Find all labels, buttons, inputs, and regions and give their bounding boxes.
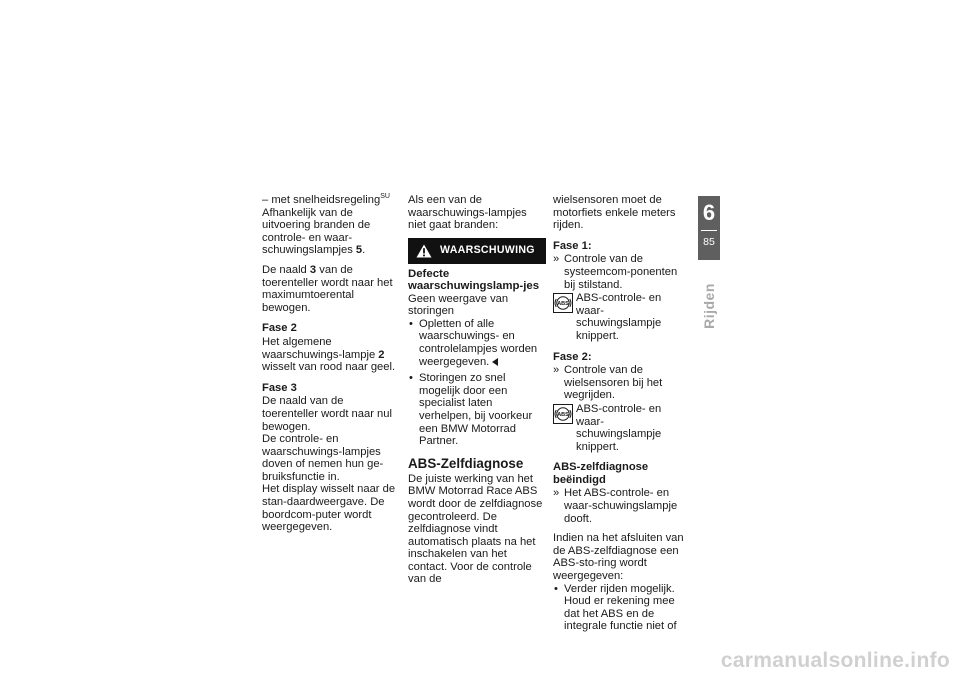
warning-box: [408, 238, 546, 264]
bullet1-text: Opletten of alle waarschuwings- en controlelampjes worden weergegeven.: [419, 317, 538, 368]
watermark: carmanualsonline.info: [720, 649, 950, 672]
bullet-item: • Verder rijden mogelijk. Houd er rekening mee dat het ABS en de integrale functie niet of: [553, 583, 687, 633]
phase2-b: wisselt van rood naar geel.: [262, 361, 396, 374]
fase1-heading: Fase 1:: [553, 239, 592, 252]
chapter-number: 6: [702, 200, 716, 225]
p2-a: De naald: [262, 263, 307, 276]
column-1: [262, 194, 400, 534]
fase2-indicator-row: [553, 403, 687, 453]
chapter-tab: [698, 196, 720, 260]
fase1-indicator-row: [553, 292, 687, 342]
continuation-text: wielsensoren moet de motorfiets enkele meters rijden.: [553, 194, 676, 232]
p1-end: .: [362, 244, 366, 257]
column-3: [553, 194, 687, 633]
phase2-heading: Fase 2: [262, 322, 297, 335]
speed-limiter-sup: SU: [380, 193, 390, 200]
fase2-indicator-text: ABS-controle- en waar-schuwingslampje knippert.: [576, 402, 662, 453]
abs-section-heading: ABS-Zelfdiagnose: [408, 455, 524, 471]
end-mark-icon: [492, 358, 498, 366]
phase2-ref: 2: [378, 348, 385, 361]
defect-subtext: Geen weergave van storingen: [408, 292, 509, 318]
fase1-indicator-text: ABS-controle- en waar-schuwingslampje knippert.: [576, 292, 662, 342]
abs-icon: [553, 404, 573, 424]
abs-icon: [553, 293, 573, 313]
intro-text: Als een van de waarschuwings-lampjes niet gaat branden:: [408, 194, 527, 232]
p1-ref: 5: [355, 244, 363, 257]
bullet-item: • Storingen zo snel mogelijk door een specialist laten verhelpen, bij voorkeur een BMW Motorrad Partner.: [408, 372, 546, 448]
page-number: 85: [703, 236, 715, 248]
speed-limiter-line: – met snelheidsregeling$^{SU}$: [262, 193, 390, 206]
phase2-text: [262, 336, 400, 374]
column-2: [408, 194, 546, 586]
svg-text:ABS: ABS: [557, 301, 569, 308]
speed-limiter-text: met snelheidsregeling: [271, 194, 381, 206]
diagnosis-done-heading: ABS-zelfdiagnose beëindigd: [553, 461, 649, 486]
warning-label: WAARSCHUWING: [440, 244, 535, 257]
abs-paragraph: De juiste werking van het BMW Motorrad Race ABS wordt door de zelfdiagnose gecontroleerd. De zelfdiagnose vindt automatisch plaats na het inschakelen van het contact. Voor de controle van de: [408, 472, 543, 586]
phase3-line2: De controle- en waarschuwings-lampjes doven of nemen hun ge-bruiksfunctie in.: [262, 433, 384, 483]
bullet-item: [408, 318, 546, 368]
chapter-title-text: Rijden: [701, 283, 717, 329]
phase3-line1: De naald van de toerenteller wordt naar nul bewogen.: [262, 395, 392, 433]
after-diagnosis-text: Indien na het afsluiten van de ABS-zelfdiagnose een ABS-sto-ring wordt weergegeven:: [553, 532, 684, 583]
phase3-heading: Fase 3: [262, 381, 297, 394]
p2-ref: 3: [309, 263, 317, 276]
paragraph-naald: [262, 264, 400, 314]
warning-triangle-icon: [416, 244, 432, 258]
paragraph-uitvoering: [262, 207, 400, 257]
chapter-divider: [701, 230, 717, 231]
phase2-a: Het algemene waarschuwings-lampje: [262, 335, 376, 361]
svg-text:ABS: ABS: [557, 411, 569, 418]
chapter-side-title: [697, 276, 721, 336]
fase2-heading: Fase 2:: [553, 350, 592, 363]
p1-text: Afhankelijk van de uitvoering branden de controle- en waar-schuwingslampjes: [262, 206, 371, 257]
phase3-line3: Het display wisselt naar de stan-daardweergave. De boordcom-puter wordt weergegeven.: [262, 483, 396, 534]
diagnosis-done-step: » Het ABS-controle- en waar-schuwingslampje dooft.: [553, 487, 687, 525]
defect-heading: Defecte waarschuwingslamp-jes: [408, 267, 540, 293]
p2-b: van de toerenteller wordt naar het maximumtoerental bewogen.: [262, 263, 393, 314]
fase1-step: » Controle van de systeemcom-ponenten bij stilstand.: [553, 253, 687, 291]
fase2-step: » Controle van de wielsensoren bij het wegrijden.: [553, 364, 687, 402]
